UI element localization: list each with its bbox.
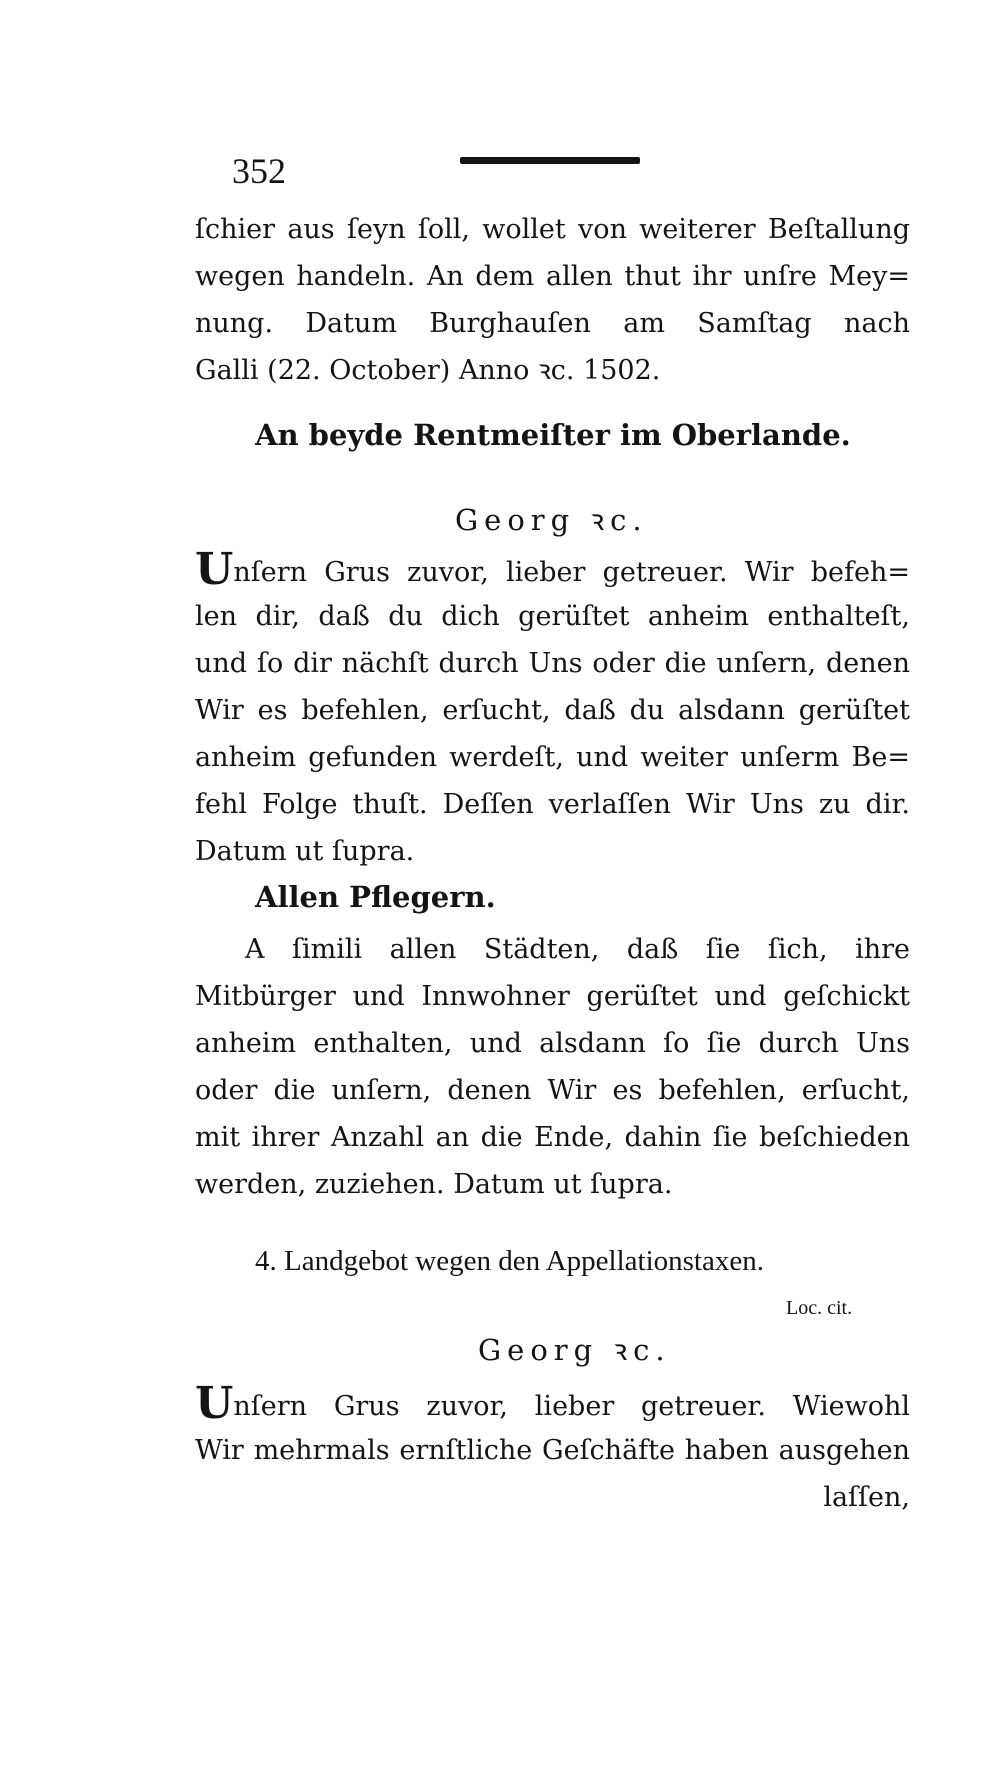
text-line: Wir mehrmals ernſtliche Geſchäfte haben ausgehen — [195, 1435, 910, 1466]
letter-two — [195, 1380, 910, 1521]
source-citation: Loc. cit. — [786, 1297, 853, 1319]
drop-cap: U — [195, 1378, 234, 1429]
salutation-georg: Georg ꝛc. — [478, 1333, 671, 1367]
text-line-rest: nſern Grus zuvor, lieber getreuer. Wir befeh= — [233, 557, 910, 588]
header-rule — [460, 157, 640, 164]
text-line: und ſo dir nächſt durch Uns oder die unſern, denen — [195, 648, 910, 679]
text-line: ſchier aus ſeyn ſoll, wollet von weiterer Beſtallung — [195, 214, 910, 245]
heading-rentmeister: An beyde Rentmeiſter im Oberlande. — [255, 418, 851, 452]
landgebot-heading: 4. Landgebot wegen den Appellationstaxen. — [255, 1245, 764, 1277]
text-line — [195, 546, 910, 593]
text-line: nung. Datum Burghauſen am Samſtag nach — [195, 308, 910, 339]
text-line — [195, 1380, 910, 1427]
heading-pflegern: Allen Pflegern. — [255, 880, 496, 914]
text-line: Datum ut ſupra. — [195, 836, 415, 867]
text-line: Wir es befehlen, erſucht, daß du alsdann gerüſtet — [195, 695, 910, 726]
catchword: laſſen, — [823, 1482, 910, 1513]
text-line: Mitbürger und Innwohner gerüſtet und geſchickt — [195, 981, 910, 1012]
text-line: A ſimili allen Städten, daß ſie ſich, ihre — [245, 934, 910, 965]
letter-one — [195, 546, 910, 875]
page-number: 352 — [232, 151, 286, 191]
text-line: werden, zuziehen. Datum ut ſupra. — [195, 1169, 673, 1200]
continuation-paragraph — [195, 206, 910, 394]
text-line: anheim enthalten, und alsdann ſo ſie durch Uns — [195, 1028, 910, 1059]
salutation-georg: Georg ꝛc. — [455, 503, 648, 537]
text-line: oder die unſern, denen Wir es befehlen, erſucht, — [195, 1075, 910, 1106]
drop-cap: U — [195, 544, 234, 595]
text-line: mit ihrer Anzahl an die Ende, dahin ſie beſchieden — [195, 1122, 910, 1153]
text-line: fehl Folge thuſt. Deſſen verlaſſen Wir Uns zu dir. — [195, 789, 910, 820]
text-line-rest: nſern Grus zuvor, lieber getreuer. Wiewohl — [233, 1391, 910, 1422]
text-line: len dir, daß du dich gerüſtet anheim enthalteſt, — [195, 601, 910, 632]
text-line: anheim gefunden werdeſt, und weiter unſerm Be= — [195, 742, 910, 773]
text-line: wegen handeln. An dem allen thut ihr unſre Mey= — [195, 261, 910, 292]
similis-paragraph — [195, 926, 910, 1208]
text-line: Galli (22. October) Anno ꝛc. 1502. — [195, 355, 661, 386]
